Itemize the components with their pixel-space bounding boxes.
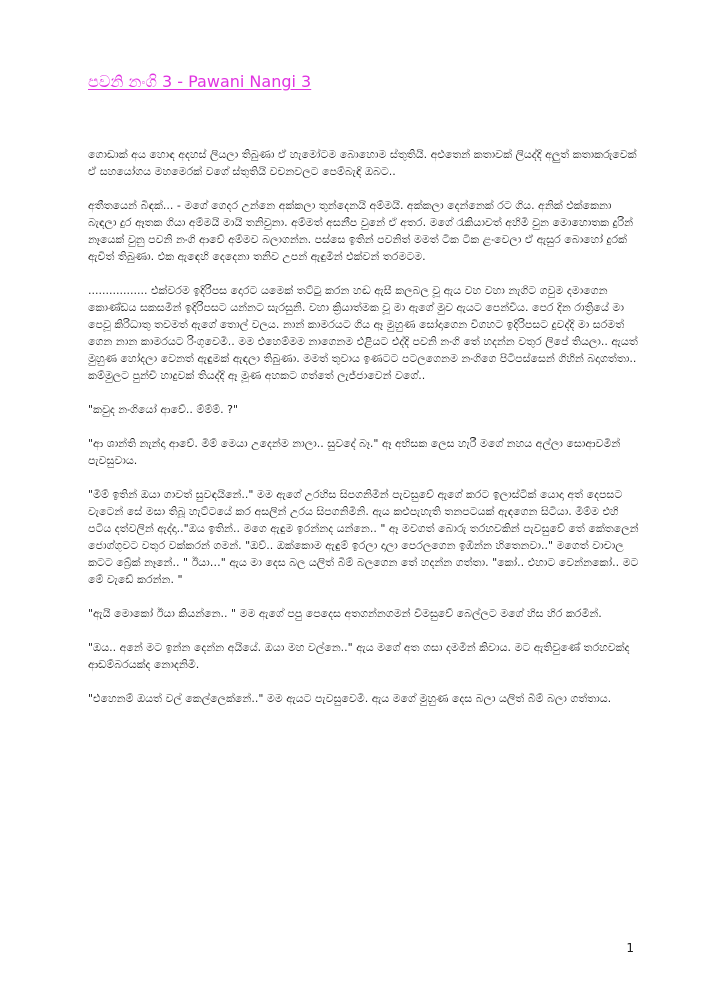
page-title-link[interactable]: පවනි නංගි 3 - Pawani Nangi 3	[88, 72, 312, 91]
story-body	[88, 146, 640, 724]
paragraph-past: අතීතයෙන් බිඳක්... - මගේ ගෙදර උන්නෙ අක්කලා තුන්දෙනයි අම්මයි. අක්කලා දෙන්නෙක් රට ගිය. අනික් එක්කෙනා බැඳලා දුර ඈතක ගියා අම්මයි මායි තනිවුනා. අම්මත් අසනීප වුනේ ඒ අතර. මගේ රැකියාවත් අහිමි වුන මොහොතක දුරින් නෑයෙක් වුනු පවනි නංගි ආවේ අම්මව බලාගන්න. පස්සෙ ඉතින් පවනිත් මමත් ටික ටික ළංවෙලා ඒ ඇසුර බොහෝ දුරක් ඇවිත් තිබුණා. එක ඇඳෙහි දෙදෙනා තනිව උපන් ඇඳුමින් එක්වන් තරමටම.	[88, 199, 634, 263]
paragraph-dialogue-6: "එහෙනම් ඔයත් වල් කෙල්ලෙක්නේ.." මම ඇයට පැවසුවෙමි. ඇය මගේ මුහුණ දෙස බලා යලිත් බිම් බලා ගත්තාය.	[88, 692, 612, 705]
page-number: 1	[626, 941, 634, 955]
paragraph-dialogue-3: "මිම් ඉතින් ඔයා ගාවත් සුවඳයිනේ.." මම ඇගේ උරහිස සිපගනිමින් පැවසුවේ ඇගේ කරට ඉලාස්ටික් යොදා අත් දෙපසට වැටෙන් සේ මසා තිබූ හැට්ටයේ කර අසලින් උරය සිපගනිමිනි. ඇය කළුපැහැති තනපටයක් ඇඳගෙන සිටියා. මිම්ම එහි පටිය දත්වලින් ඇද්දා.."ඔය ඉතින්.. මගෙ ඇඳුම ඉරන්නද යන්නෙ.. " ඈ මවගත් බොරු තරහවකින් පැවසුවේ තේ කේතලෙන් ජොග්ගුවට වතුර වක්කරන් ගමන්. "ඔව්.. ඔක්කොම ඇඳුම් ඉරලා දාලා පෙරලගෙන ඉඹින්න හිතෙනවා.." මගෙත් වාචාල කටට බ්‍රේක් නෑනේ.. " ඊයා…" ඇය මා දෙස බල යලිත් බිම් බලගෙන තේ හදන්න ගත්තා. "කෝ.. එහාට වෙන්නකෝ.. මට මේ වැඩේ කරන්න. "	[88, 488, 639, 586]
paragraph-dialogue-1: "කවුද නංගියෝ ආවේ.. ම්ම්ම්. ?"	[88, 403, 239, 416]
paragraph-intro: ගොඩාක් අය හොඳ අදහස් ලියලා තිබුණා ඒ හැමෝටම බොහොම ස්තුතියි. අළුතෙන් කතාවක් ලියද්දි අලුත් කතාකරුවෙක් ඒ සහයෝගය මහමෙරක් වගේ ස්තුතියි වචනවලට පෙම්බැඳි ඔබට..	[88, 148, 637, 178]
paragraph-dialogue-5: "ඔය.. අනේ මට ඉන්න දෙන්න අයියේ. ඔයා මහ වල්නෙ.." ඇය මගේ අත ගසා දමමින් කිවාය. මට ඇතිවුණේ තරහවක්ද ආඩම්බරයක්ද නොදනිමි.	[88, 641, 630, 671]
paragraph-door-knock: ................. එක්වරම ඉදිරිපස දොරට යමෙක් තට්ටු කරන හඬ ඇසී කලබල වූ ඇය වහ වහා නැගිට ගවුම දමාගෙන කොණ්ඩය සකසමින් ඉදිරිපසට යන්නට සැරසුනි. වහා ක්‍රියාත්මක වූ මා ඇගේ මුව ඇයට පෙන්වීය. පෙර දින රාත්‍රියේ මා පෙවූ කිරිධාතු තවමත් ඇගේ තොල් වලය. නාන් කාමරයට ගිය ඈ මුහුණ සෝදාගෙන විගහට ඉදිරිපසට දුවද්දි මා සරමත් ගෙන නාන කාමරයට රිංගුවෙමි.. මම එහෙම්මම නාගෙනම එළියට එද්දි පවනි නංගි තේ හදන්න වතුර ලිපේ තියලා.. ඇයත් මුහුණ හෝදලා වෙනත් ඇඳුමක් ඇඳලා තිබුණා. මමත් තුවාය ඉණටට පටලගෙනම නංගිගෙ පිටිපස්සෙන් ගිහින් බදාගත්තා.. කම්මුලට පුන්චි හාදුවක් තියද්දි ඈ මූණ අහකට ගත්තේ ලැජ්ජාවෙන් වගේ..	[88, 284, 638, 382]
paragraph-dialogue-2: "ආ ශාන්ති නැන්දා ආවේ. මිම් මෙයා උදෙන්ම නාලා.. සුවදේ බෑ." ඈ අභිසක ලෙස හැරී මගේ නහය අල්ලා සොආවමින් පැවසුවාය.	[88, 437, 621, 467]
paragraph-dialogue-4: "ඇයි මොකෝ ඊයා කියන්නෙ.. " මම ඇගේ පපු පෙදෙස අතගන්නගමන් විමසුවේ බෙල්ලට මගේ හිස හිර කරමින්.	[88, 607, 602, 620]
